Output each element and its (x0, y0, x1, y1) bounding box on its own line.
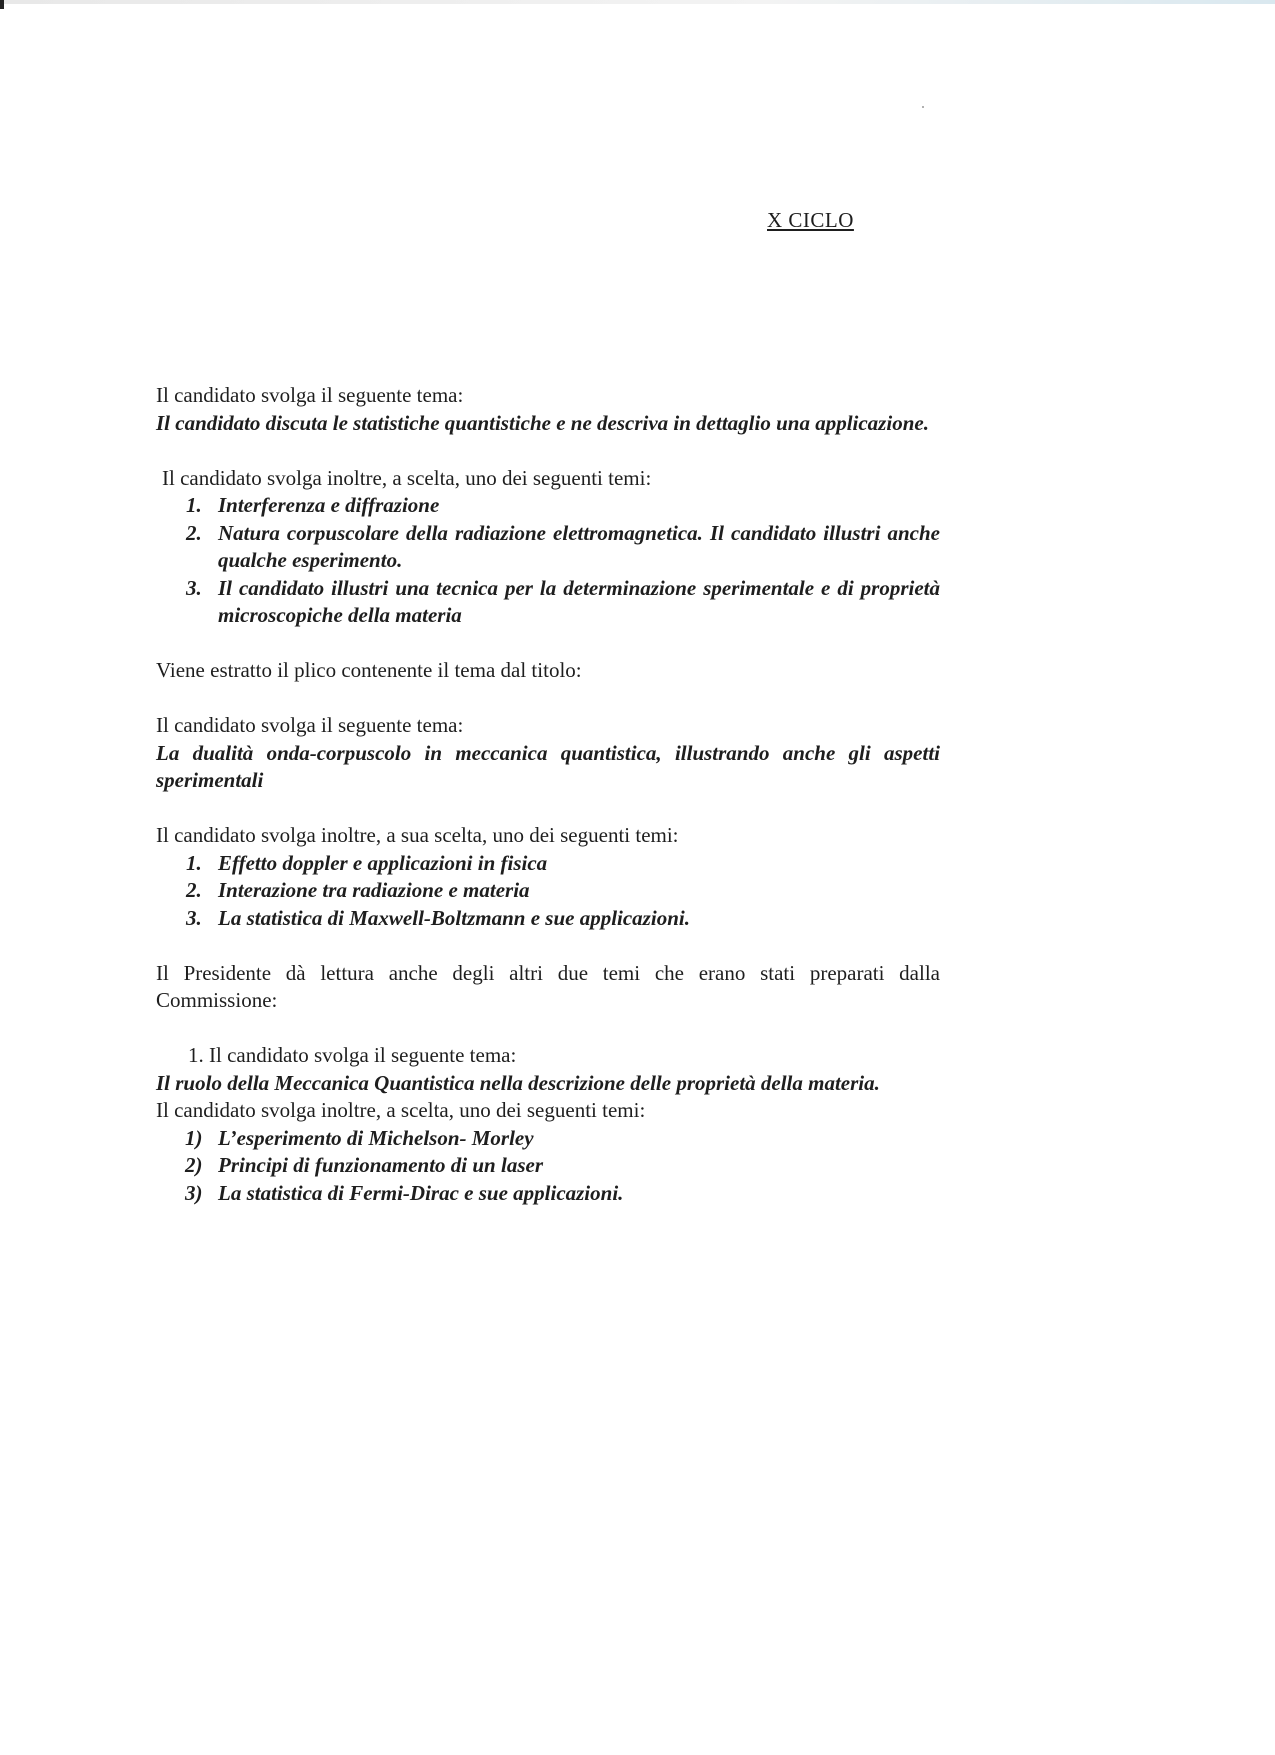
extraction-note: Viene estratto il plico contenente il tema dal titolo: (156, 658, 582, 682)
block3-main-topic: Il ruolo della Meccanica Quantistica nella descrizione delle proprietà della materia. (156, 1070, 880, 1095)
list-item-text: La statistica di Fermi-Dirac e sue applicazioni. (218, 1180, 624, 1205)
list-item-text: La statistica di Maxwell-Boltzmann e sue applicazioni. (218, 905, 690, 930)
list-item-text: Interferenza e diffrazione (218, 493, 440, 517)
document-body (156, 382, 940, 1207)
block3-options (156, 1125, 940, 1208)
list-item-number: 1. (186, 493, 202, 517)
list-item-number: 1. (186, 850, 202, 875)
scan-corner-mark (0, 0, 4, 9)
list-item-text: Principi di funzionamento di un laser (218, 1153, 543, 1177)
block2-intro: Il candidato svolga il seguente tema: (156, 713, 464, 737)
scan-speck (922, 106, 924, 108)
scan-top-edge (0, 0, 1275, 4)
list-item-text: L’esperimento di Michelson- Morley (218, 1125, 534, 1150)
list-item-number: 3. (186, 575, 202, 600)
block3-intro: 1. Il candidato svolga il seguente tema: (188, 1043, 517, 1067)
block1-intro: Il candidato svolga il seguente tema: (156, 383, 464, 407)
spacer (156, 1015, 940, 1043)
list-item-text: Natura corpuscolare della radiazione elettromagnetica. Il candidato illustri anche qualche esperimento. (218, 520, 940, 572)
list-item (156, 492, 940, 520)
list-item-number: 1) (185, 1125, 203, 1150)
list-item (156, 1152, 940, 1180)
spacer (156, 685, 940, 713)
block1-options (156, 492, 940, 630)
list-item (156, 520, 940, 575)
list-item (156, 575, 940, 630)
spacer (156, 795, 940, 823)
block1-main-topic: Il candidato discuta le statistiche quantistiche e ne descriva in dettaglio una applicazione. (156, 410, 929, 435)
exam-block-1 (156, 382, 940, 630)
list-item (156, 1125, 940, 1153)
list-item (156, 905, 940, 933)
list-item-number: 3) (185, 1180, 203, 1205)
spacer (156, 437, 940, 465)
list-item (156, 850, 940, 878)
list-item-text: Il candidato illustri una tecnica per la determinazione sperimentale e di proprietà microscopiche della materia (218, 575, 940, 627)
block2-choice-intro: Il candidato svolga inoltre, a sua scelta, uno dei seguenti temi: (156, 823, 679, 847)
page-heading: X CICLO (767, 208, 854, 232)
president-note: Il Presidente dà lettura anche degli altri due temi che erano stati preparati dalla Commissione: (156, 960, 940, 1012)
spacer (156, 630, 940, 658)
block3-choice-intro: Il candidato svolga inoltre, a scelta, uno dei seguenti temi: (156, 1098, 646, 1122)
list-item-text: Interazione tra radiazione e materia (218, 878, 530, 902)
list-item-number: 3. (186, 905, 202, 930)
list-item-text: Effetto doppler e applicazioni in fisica (218, 850, 548, 875)
block2-options (156, 850, 940, 933)
exam-block-2 (156, 712, 940, 932)
list-item (156, 877, 940, 905)
list-item-number: 2. (186, 520, 202, 545)
block2-main-topic: La dualità onda-corpuscolo in meccanica quantistica, illustrando anche gli aspetti sperimentali (156, 740, 940, 792)
list-item-number: 2. (186, 878, 202, 902)
list-item-number: 2) (185, 1153, 203, 1177)
list-item (156, 1180, 940, 1208)
spacer (156, 932, 940, 960)
exam-block-3 (156, 1042, 940, 1207)
block1-choice-intro: Il candidato svolga inoltre, a scelta, uno dei seguenti temi: (162, 465, 652, 490)
